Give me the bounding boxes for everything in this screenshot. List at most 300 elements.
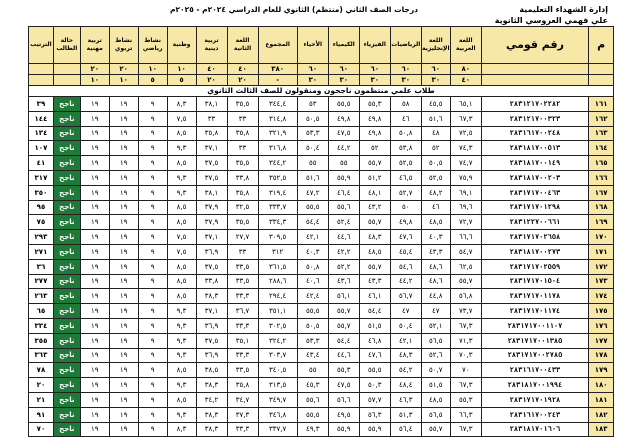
status-cell: ناجح bbox=[53, 111, 80, 126]
max-cell: ٦٠ bbox=[390, 64, 421, 75]
english-cell: ٤٨ bbox=[421, 126, 450, 141]
col-total: المجموع bbox=[258, 27, 297, 64]
total-cell: ٣١٦,٨ bbox=[258, 141, 297, 156]
total-cell: ٣٥١,١ bbox=[258, 304, 297, 319]
arabic-cell: ٧٢,٥ bbox=[450, 126, 481, 141]
chemistry-cell: ٤٤,٦ bbox=[328, 230, 359, 245]
math-cell: ٤٦ bbox=[390, 111, 421, 126]
max-cell: ٣٨٠ bbox=[258, 64, 297, 75]
col-seat: رقم قومي bbox=[481, 27, 588, 64]
religion-cell: ٣٧,١ bbox=[196, 304, 227, 319]
min-cell: ٣٠ bbox=[297, 75, 328, 86]
total-cell: ٣١٢ bbox=[258, 244, 297, 259]
physics-cell: ٥٥,٧ bbox=[359, 215, 390, 230]
second-lang-cell: ٣٤,٧ bbox=[227, 392, 258, 407]
chemistry-cell: ٤٩,٨ bbox=[328, 111, 359, 126]
rank-cell: ١٠٧ bbox=[29, 141, 54, 156]
second-lang-cell: ٣٣,٣ bbox=[227, 318, 258, 333]
physics-cell: ٤٣,٣ bbox=[359, 274, 390, 289]
educational-cell: ١٩ bbox=[109, 200, 138, 215]
serial-cell: ١٦٦ bbox=[589, 170, 614, 185]
total-cell: ٣١٩,٤ bbox=[258, 185, 297, 200]
sports-cell: ٩ bbox=[138, 274, 167, 289]
vocational-cell: ١٩ bbox=[80, 363, 109, 378]
english-cell: ٤٨,٥ bbox=[421, 215, 450, 230]
math-cell: ٥١,٣ bbox=[390, 407, 421, 422]
table-row bbox=[29, 200, 614, 215]
seat-cell: ٢٨٣١٦١٧٠٠٤٣٣ bbox=[481, 363, 588, 378]
biology-cell: ٥٠,٥ bbox=[297, 318, 328, 333]
sports-cell: ٩ bbox=[138, 333, 167, 348]
educational-cell: ١٩ bbox=[109, 363, 138, 378]
rank-cell: ٣٥٥ bbox=[29, 333, 54, 348]
sports-cell: ٩ bbox=[138, 259, 167, 274]
chemistry-cell: ٥٦,١ bbox=[328, 289, 359, 304]
arabic-cell: ٧٠,٣ bbox=[450, 348, 481, 363]
grades-sheet bbox=[28, 0, 614, 438]
rank-cell: ٩١ bbox=[29, 407, 54, 422]
arabic-cell: ٧٢,٧ bbox=[450, 215, 481, 230]
table-row bbox=[29, 141, 614, 156]
header-row bbox=[29, 27, 614, 64]
sports-cell: ٩ bbox=[138, 141, 167, 156]
min-cell: ٥ bbox=[167, 75, 196, 86]
english-cell: ٤٣,٣ bbox=[421, 244, 450, 259]
serial-cell: ١٦٢ bbox=[589, 111, 614, 126]
total-cell: ٣٤٠,٥ bbox=[258, 363, 297, 378]
sports-cell: ٩ bbox=[138, 156, 167, 171]
status-cell: ناجح bbox=[53, 392, 80, 407]
educational-cell: ١٩ bbox=[109, 333, 138, 348]
math-cell: ٥٦,٧ bbox=[390, 289, 421, 304]
arabic-cell: ٦٧,٣ bbox=[450, 318, 481, 333]
physics-cell: ٥٠,٣ bbox=[359, 378, 390, 393]
physics-cell: ٥٧,٧ bbox=[359, 392, 390, 407]
biology-cell: ٤٢,١ bbox=[297, 230, 328, 245]
math-cell: ٤٦,٣ bbox=[390, 392, 421, 407]
chemistry-cell: ٥٥,٦ bbox=[328, 200, 359, 215]
seat-cell: ٢٨٣١٧١٧٠١١٧٨ bbox=[481, 289, 588, 304]
serial-cell: ١٦٧ bbox=[589, 185, 614, 200]
vocational-cell: ١٩ bbox=[80, 378, 109, 393]
table-row bbox=[29, 97, 614, 112]
max-cell: ٢٠ bbox=[80, 64, 109, 75]
vocational-cell: ١٩ bbox=[80, 230, 109, 245]
seat-cell: ٢٨٣١٧١٧٠٠١١٠٧ bbox=[481, 318, 588, 333]
second-lang-cell: ٣٥,١ bbox=[227, 333, 258, 348]
second-lang-cell: ٣٣,٥ bbox=[227, 259, 258, 274]
english-cell: ٤٥,٥ bbox=[421, 97, 450, 112]
min-cell: ٢٠ bbox=[227, 75, 258, 86]
rank-cell: ١٣٤ bbox=[29, 126, 54, 141]
rank-cell: ٣٩ bbox=[29, 97, 54, 112]
physics-cell: ٥٥,٧ bbox=[359, 156, 390, 171]
col-chemistry: الكيمياء bbox=[328, 27, 359, 64]
rank-cell: ١٤٤ bbox=[29, 111, 54, 126]
national-cell: ٨,٥ bbox=[167, 200, 196, 215]
english-cell: ٥٢,٥ bbox=[421, 170, 450, 185]
status-cell: ناجح bbox=[53, 97, 80, 112]
national-cell: ٩,٣ bbox=[167, 378, 196, 393]
max-blank bbox=[589, 64, 614, 75]
grades-table bbox=[28, 26, 614, 437]
biology-cell: ٤٩,٣ bbox=[297, 422, 328, 437]
physics-cell: ٥٢ bbox=[359, 141, 390, 156]
chemistry-cell: ٥٤,٤ bbox=[328, 333, 359, 348]
col-biology: الأحياء bbox=[297, 27, 328, 64]
serial-cell: ١٧٨ bbox=[589, 348, 614, 363]
rank-cell: ٢٧١ bbox=[29, 244, 54, 259]
national-cell: ٩,٣ bbox=[167, 318, 196, 333]
english-cell: ٤٨,٥ bbox=[421, 392, 450, 407]
max-blank bbox=[29, 64, 54, 75]
national-cell: ٨,٥ bbox=[167, 215, 196, 230]
english-cell: ٥١,٥ bbox=[421, 378, 450, 393]
educational-cell: ١٩ bbox=[109, 259, 138, 274]
status-cell: ناجح bbox=[53, 289, 80, 304]
col-english: اللغة الإنجليزية bbox=[421, 27, 450, 64]
religion-cell: ٣٧,٥ bbox=[196, 333, 227, 348]
sports-cell: ٩ bbox=[138, 363, 167, 378]
arabic-cell: ٦٧,٣ bbox=[450, 422, 481, 437]
second-lang-cell: ٣٣,٨ bbox=[227, 170, 258, 185]
seat-cell: ٢٨٣١٢١٧٠٠٣٢٣ bbox=[481, 111, 588, 126]
religion-cell: ٣٧,٥ bbox=[196, 259, 227, 274]
religion-cell: ٣٨,١ bbox=[196, 185, 227, 200]
educational-cell: ١٩ bbox=[109, 215, 138, 230]
vocational-cell: ١٩ bbox=[80, 274, 109, 289]
seat-cell: ٢٨٣١٦١٧٠٠٢٤٣ bbox=[481, 407, 588, 422]
physics-cell: ٥٥,٥ bbox=[359, 363, 390, 378]
english-cell: ٥١,٦ bbox=[421, 111, 450, 126]
status-cell: ناجح bbox=[53, 363, 80, 378]
total-cell: ٢٨٨,٦ bbox=[258, 274, 297, 289]
section-banner-row bbox=[29, 86, 614, 97]
second-lang-cell: ٣٥,٨ bbox=[227, 126, 258, 141]
vocational-cell: ١٩ bbox=[80, 215, 109, 230]
biology-cell: ٥٥,٦ bbox=[297, 392, 328, 407]
seat-cell: ٢٨٣١٧١٧٠١١٧٤ bbox=[481, 304, 588, 319]
sports-cell: ٩ bbox=[138, 126, 167, 141]
vocational-cell: ١٩ bbox=[80, 259, 109, 274]
national-cell: ٨,٥ bbox=[167, 274, 196, 289]
table-row bbox=[29, 111, 614, 126]
biology-cell: ٥٥,٥ bbox=[297, 304, 328, 319]
math-cell: ٥٢,٧ bbox=[390, 185, 421, 200]
english-cell: ٤٨,٦ bbox=[421, 274, 450, 289]
total-cell: ٣٢١,٩ bbox=[258, 126, 297, 141]
table-row bbox=[29, 185, 614, 200]
rank-cell: ٢٧٧ bbox=[29, 274, 54, 289]
english-cell: ٥٦,٥ bbox=[421, 333, 450, 348]
religion-cell: ٣٦,٩ bbox=[196, 244, 227, 259]
vocational-cell: ١٩ bbox=[80, 126, 109, 141]
col-arabic: اللغة العربية bbox=[450, 27, 481, 64]
physics-cell: ٤٣,٢ bbox=[359, 200, 390, 215]
table-row bbox=[29, 215, 614, 230]
arabic-cell: ٧٣,٧ bbox=[450, 304, 481, 319]
sports-cell: ٩ bbox=[138, 111, 167, 126]
serial-cell: ١٨٠ bbox=[589, 378, 614, 393]
educational-cell: ١٩ bbox=[109, 170, 138, 185]
seat-cell: ٢٨٣١٨١٧٠٠٢٠٣ bbox=[481, 170, 588, 185]
biology-cell: ٤٠,٣ bbox=[297, 244, 328, 259]
col-status: حالة الطالب bbox=[53, 27, 80, 64]
physics-cell: ٤٦,١ bbox=[359, 289, 390, 304]
national-cell: ٨,٥ bbox=[167, 156, 196, 171]
biology-cell: ٥٥ bbox=[297, 363, 328, 378]
status-cell: ناجح bbox=[53, 185, 80, 200]
sports-cell: ٩ bbox=[138, 200, 167, 215]
max-cell: ٦٠ bbox=[359, 64, 390, 75]
status-cell: ناجح bbox=[53, 259, 80, 274]
physics-cell: ٥٤,٤ bbox=[359, 304, 390, 319]
english-cell: ٤٠,٣ bbox=[421, 230, 450, 245]
religion-cell: ٣٨,٣ bbox=[196, 289, 227, 304]
vocational-cell: ١٩ bbox=[80, 111, 109, 126]
table-row bbox=[29, 156, 614, 171]
seat-cell: ٢٨٣١٧١٧٠٢٦٥٨ bbox=[481, 230, 588, 245]
vocational-cell: ١٩ bbox=[80, 185, 109, 200]
second-lang-cell: ٣٣ bbox=[227, 141, 258, 156]
vocational-cell: ١٩ bbox=[80, 304, 109, 319]
second-lang-cell: ٣٣,٥ bbox=[227, 363, 258, 378]
math-cell: ٤٦,٥ bbox=[390, 170, 421, 185]
educational-cell: ١٩ bbox=[109, 156, 138, 171]
national-cell: ٩,٣ bbox=[167, 185, 196, 200]
status-cell: ناجح bbox=[53, 348, 80, 363]
arabic-cell: ٦٧,٣ bbox=[450, 378, 481, 393]
table-row bbox=[29, 407, 614, 422]
serial-cell: ١٦١ bbox=[589, 97, 614, 112]
chemistry-cell: ٥٢,٢ bbox=[328, 259, 359, 274]
math-cell: ٥٠,٤ bbox=[390, 318, 421, 333]
serial-cell: ١٦٩ bbox=[589, 215, 614, 230]
total-cell: ٣٤٦,٨ bbox=[258, 407, 297, 422]
chemistry-cell: ٥٦,٦ bbox=[328, 392, 359, 407]
biology-cell: ٤٠,٦ bbox=[297, 274, 328, 289]
vocational-cell: ١٩ bbox=[80, 170, 109, 185]
max-cell: ١٠ bbox=[167, 64, 196, 75]
religion-cell: ٣٧,٩ bbox=[196, 215, 227, 230]
total-cell: ٢٩٤,٤ bbox=[258, 289, 297, 304]
rank-cell: ٢٦٣ bbox=[29, 289, 54, 304]
biology-cell: ٥٣ bbox=[297, 97, 328, 112]
religion-cell: ٣٦,٩ bbox=[196, 318, 227, 333]
chemistry-cell: ٤٦,٤ bbox=[328, 185, 359, 200]
rank-cell: ٦٥ bbox=[29, 304, 54, 319]
arabic-cell: ٧٤,٣ bbox=[450, 141, 481, 156]
national-cell: ٧,٥ bbox=[167, 230, 196, 245]
biology-cell: ٥٠,٨ bbox=[297, 259, 328, 274]
vocational-cell: ١٩ bbox=[80, 141, 109, 156]
seat-cell: ٢٨٣١٧١٧٠١٩٢٨ bbox=[481, 392, 588, 407]
status-cell: ناجح bbox=[53, 141, 80, 156]
religion-cell: ٣٨,٣ bbox=[196, 378, 227, 393]
min-cell: ١٠ bbox=[80, 75, 109, 86]
table-row bbox=[29, 289, 614, 304]
math-cell: ٥٠,٨ bbox=[390, 126, 421, 141]
english-cell: ٥٠,٧ bbox=[421, 363, 450, 378]
physics-cell: ٥١,٢ bbox=[359, 170, 390, 185]
chemistry-cell: ٤٢,٢ bbox=[328, 244, 359, 259]
national-cell: ٨,٥ bbox=[167, 392, 196, 407]
religion-cell: ٣٨,٣ bbox=[196, 422, 227, 437]
table-row bbox=[29, 422, 614, 437]
table-row bbox=[29, 126, 614, 141]
arabic-cell: ٦٢,٥ bbox=[450, 259, 481, 274]
national-cell: ٨,٥ bbox=[167, 259, 196, 274]
religion-cell: ٣٧,١ bbox=[196, 141, 227, 156]
serial-cell: ١٦٥ bbox=[589, 156, 614, 171]
educational-cell: ١٩ bbox=[109, 407, 138, 422]
english-cell: ٤٨,٦ bbox=[421, 259, 450, 274]
table-row bbox=[29, 274, 614, 289]
rank-cell: ٢٩٣ bbox=[29, 230, 54, 245]
national-cell: ٩,٣ bbox=[167, 333, 196, 348]
min-cell: ٤٠ bbox=[450, 75, 481, 86]
status-cell: ناجح bbox=[53, 407, 80, 422]
second-lang-cell: ٢٧,٧ bbox=[227, 230, 258, 245]
seat-cell: ٢٨٣١٧١٧٠١٥٠٤ bbox=[481, 274, 588, 289]
national-cell: ٨,٣ bbox=[167, 422, 196, 437]
chemistry-cell: ٥٥,٣ bbox=[328, 363, 359, 378]
arabic-cell: ٧١,٣ bbox=[450, 333, 481, 348]
second-lang-cell: ٣٣,٣ bbox=[227, 422, 258, 437]
national-cell: ٨,٥ bbox=[167, 126, 196, 141]
col-second-lang: اللغة الثانية bbox=[227, 27, 258, 64]
rank-cell: ٣٦٣ bbox=[29, 348, 54, 363]
max-blank bbox=[481, 64, 588, 75]
status-cell: ناجح bbox=[53, 170, 80, 185]
biology-cell: ٤٢,٤ bbox=[297, 289, 328, 304]
min-cell: ٥ bbox=[138, 75, 167, 86]
math-cell: ٤٩,٨ bbox=[390, 215, 421, 230]
sports-cell: ٩ bbox=[138, 185, 167, 200]
religion-cell: ٣٧,٥ bbox=[196, 170, 227, 185]
religion-cell: ٣٨,٣ bbox=[196, 407, 227, 422]
arabic-cell: ٥٥,٣ bbox=[450, 392, 481, 407]
col-national: وطنية bbox=[167, 27, 196, 64]
math-cell: ٤٨,٤ bbox=[390, 378, 421, 393]
status-cell: ناجح bbox=[53, 230, 80, 245]
vocational-cell: ١٩ bbox=[80, 97, 109, 112]
table-row bbox=[29, 244, 614, 259]
physics-cell: ٤٨,٥ bbox=[359, 244, 390, 259]
biology-cell: ٥٠,٥ bbox=[297, 111, 328, 126]
min-cell: ٣٠ bbox=[359, 75, 390, 86]
min-blank bbox=[481, 75, 588, 86]
seat-cell: ٢٨٣١٨١٧٠١٦٠٦ bbox=[481, 422, 588, 437]
math-cell: ٤٥,٤ bbox=[390, 244, 421, 259]
vocational-cell: ١٩ bbox=[80, 392, 109, 407]
min-blank bbox=[29, 75, 54, 86]
total-cell: ٣٠٢,٥ bbox=[258, 318, 297, 333]
total-cell: ٣٠٣,٧ bbox=[258, 348, 297, 363]
second-lang-cell: ٣٥,٨ bbox=[227, 185, 258, 200]
arabic-cell: ٦٩,٦ bbox=[450, 200, 481, 215]
national-cell: ٩,٣ bbox=[167, 407, 196, 422]
educational-cell: ١٩ bbox=[109, 126, 138, 141]
educational-cell: ١٩ bbox=[109, 348, 138, 363]
english-cell: ٤٦ bbox=[421, 200, 450, 215]
physics-cell: ٤٩,٨ bbox=[359, 111, 390, 126]
educational-cell: ١٩ bbox=[109, 318, 138, 333]
min-cell: ٢٠ bbox=[196, 75, 227, 86]
math-cell: ٤٨,٣ bbox=[390, 348, 421, 363]
serial-cell: ١٨١ bbox=[589, 392, 614, 407]
serial-cell: ١٧٦ bbox=[589, 318, 614, 333]
english-cell: ٤٨,٢ bbox=[421, 185, 450, 200]
sports-cell: ٩ bbox=[138, 97, 167, 112]
arabic-cell: ٦٥,١ bbox=[450, 97, 481, 112]
table-row bbox=[29, 363, 614, 378]
rank-cell: ٧٠ bbox=[29, 422, 54, 437]
second-lang-cell: ٣٥,٨ bbox=[227, 378, 258, 393]
religion-cell: ٣٧,٥ bbox=[196, 156, 227, 171]
math-cell: ٥٣,٨ bbox=[390, 141, 421, 156]
status-cell: ناجح bbox=[53, 126, 80, 141]
biology-cell: ٥٣,٣ bbox=[297, 333, 328, 348]
second-lang-cell: ٣٣ bbox=[227, 111, 258, 126]
min-cell: ١٠ bbox=[109, 75, 138, 86]
second-lang-cell: ٣٣,٥ bbox=[227, 274, 258, 289]
arabic-cell: ٦٩,١ bbox=[450, 185, 481, 200]
chemistry-cell: ٥٥ bbox=[328, 156, 359, 171]
col-rank: الترتيب bbox=[29, 27, 54, 64]
math-cell: ٤٧ bbox=[390, 304, 421, 319]
national-cell: ٩,٣ bbox=[167, 304, 196, 319]
arabic-cell: ٧٤,٧ bbox=[450, 156, 481, 171]
physics-cell: ٥٥,٧ bbox=[359, 259, 390, 274]
second-lang-cell: ٣٧,٣ bbox=[227, 407, 258, 422]
total-cell: ٣٠٩,٥ bbox=[258, 230, 297, 245]
seat-cell: ٢٨٣١٨١٧٠٠١٩٩٤ bbox=[481, 378, 588, 393]
status-cell: ناجح bbox=[53, 318, 80, 333]
chemistry-cell: ٤٩,٥ bbox=[328, 407, 359, 422]
math-cell: ٥٨ bbox=[390, 97, 421, 112]
serial-cell: ١٧٧ bbox=[589, 333, 614, 348]
educational-cell: ١٩ bbox=[109, 97, 138, 112]
national-cell: ٩,٣ bbox=[167, 141, 196, 156]
biology-cell: ٥١,٦ bbox=[297, 170, 328, 185]
english-cell: ٥٢,١ bbox=[421, 318, 450, 333]
table-row bbox=[29, 259, 614, 274]
rank-cell: ٣٣٤ bbox=[29, 318, 54, 333]
vocational-cell: ١٩ bbox=[80, 318, 109, 333]
biology-cell: ٥٥,٥ bbox=[297, 200, 328, 215]
religion-cell: ٣٨,٥ bbox=[196, 363, 227, 378]
admin-name: إدارة الشهداء التعليمية bbox=[519, 5, 608, 14]
serial-cell: ١٧٤ bbox=[589, 289, 614, 304]
chemistry-cell: ٤٣,٦ bbox=[328, 274, 359, 289]
seat-cell: ٢٨٣١٨١٧٠٠١٤٩ bbox=[481, 156, 588, 171]
biology-cell: ٤٥,٣ bbox=[297, 378, 328, 393]
total-cell: ٣٣٤,٣ bbox=[258, 215, 297, 230]
vocational-cell: ١٩ bbox=[80, 422, 109, 437]
educational-cell: ١٩ bbox=[109, 392, 138, 407]
arabic-cell: ٦٦,٦ bbox=[450, 230, 481, 245]
total-cell: ٣٤٩,٧ bbox=[258, 392, 297, 407]
educational-cell: ١٩ bbox=[109, 422, 138, 437]
math-cell: ٤٢,١ bbox=[390, 333, 421, 348]
col-serial: م bbox=[589, 27, 614, 64]
serial-cell: ١٧٩ bbox=[589, 363, 614, 378]
status-cell: ناجح bbox=[53, 200, 80, 215]
total-cell: ٣١٣,٥ bbox=[258, 378, 297, 393]
national-cell: ٨,٥ bbox=[167, 289, 196, 304]
math-cell: ٥٦,٤ bbox=[390, 422, 421, 437]
